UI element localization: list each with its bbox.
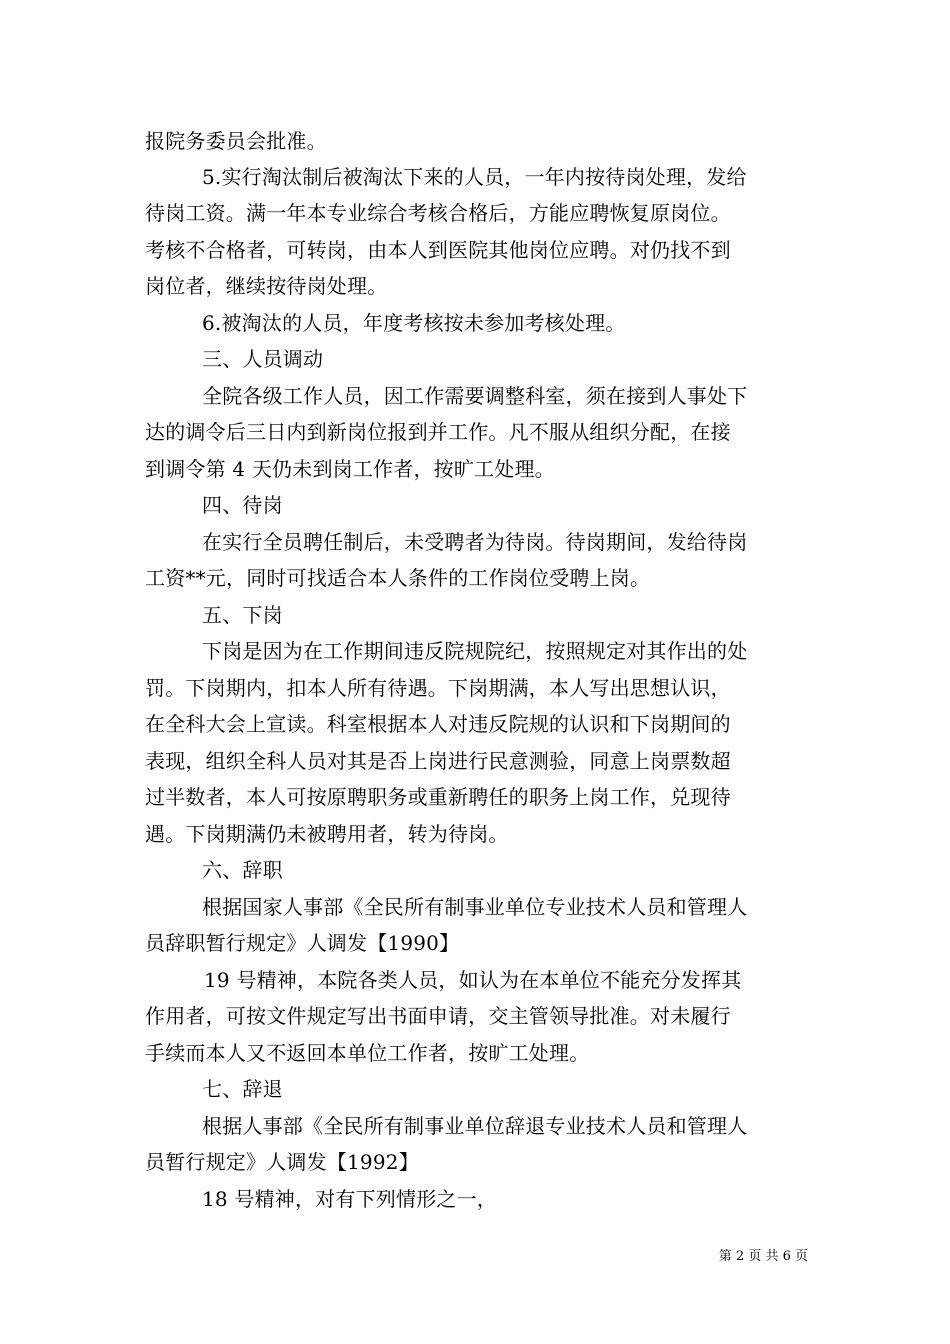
text-line: 员辞职暂行规定》人调发【1990】 — [145, 931, 460, 955]
text-line: 全院各级工作人员，因工作需要调整科室，须在接到人事处下 — [202, 384, 748, 408]
text-line: 过半数者，本人可按原聘职务或重新聘任的职务上岗工作，兑现待 — [145, 785, 731, 809]
section-heading: 五、下岗 — [202, 603, 283, 627]
text-line: 5.实行淘汰制后被淘汰下来的人员，一年内按待岗处理，发给 — [202, 165, 747, 189]
text-line: 18 号精神，对有下列情形之一， — [202, 1187, 498, 1211]
text-line: 报院务委员会批准。 — [145, 129, 327, 153]
text-line: 表现，组织全科人员对其是否上岗进行民意测验，同意上岗票数超 — [145, 749, 731, 773]
text-line: 工资**元，同时可找适合本人条件的工作岗位受聘上岗。 — [145, 566, 651, 590]
text-line: 根据国家人事部《全民所有制事业单位专业技术人员和管理人 — [202, 895, 748, 919]
text-line: 员暂行规定》人调发【1992】 — [145, 1150, 419, 1174]
text-line: 待岗工资。满一年本专业综合考核合格后，方能应聘恢复原岗位。 — [145, 201, 731, 225]
text-line: 到调令第 4 天仍未到岗工作者，按旷工处理。 — [145, 457, 555, 481]
text-line: 考核不合格者，可转岗，由本人到医院其他岗位应聘。对仍找不到 — [145, 238, 731, 262]
section-heading: 六、辞职 — [202, 858, 283, 882]
text-line: 手续而本人又不返回本单位工作者，按旷工处理。 — [145, 1041, 590, 1065]
text-line: 根据人事部《全民所有制事业单位辞退专业技术人员和管理人 — [202, 1114, 748, 1138]
text-line: 在实行全员聘任制后，未受聘者为待岗。待岗期间，发给待岗 — [202, 530, 748, 554]
page-number: 第 2 页 共 6 页 — [718, 1249, 808, 1264]
text-line: 在全科大会上宣读。科室根据本人对违反院规的认识和下岗期间的 — [145, 712, 731, 736]
section-heading: 七、辞退 — [202, 1077, 283, 1101]
section-heading: 四、待岗 — [202, 493, 283, 517]
text-line: 下岗是因为在工作期间违反院规院纪，按照规定对其作出的处 — [202, 639, 748, 663]
text-line: 作用者，可按文件规定写出书面申请，交主管领导批准。对未履行 — [145, 1004, 731, 1028]
section-heading: 三、人员调动 — [202, 347, 324, 371]
text-line: 6.被淘汰的人员，年度考核按未参加考核处理。 — [202, 311, 626, 335]
text-line: 达的调令后三日内到新岗位报到并工作。凡不服从组织分配，在接 — [145, 420, 731, 444]
text-line: 19 号精神，本院各类人员，如认为在本单位不能充分发挥其 — [204, 968, 742, 992]
text-line: 岗位者，继续按待岗处理。 — [145, 274, 388, 298]
text-line: 遇。下岗期满仍未被聘用者，转为待岗。 — [145, 822, 509, 846]
text-line: 罚。下岗期内，扣本人所有待遇。下岗期满，本人写出思想认识， — [145, 676, 731, 700]
